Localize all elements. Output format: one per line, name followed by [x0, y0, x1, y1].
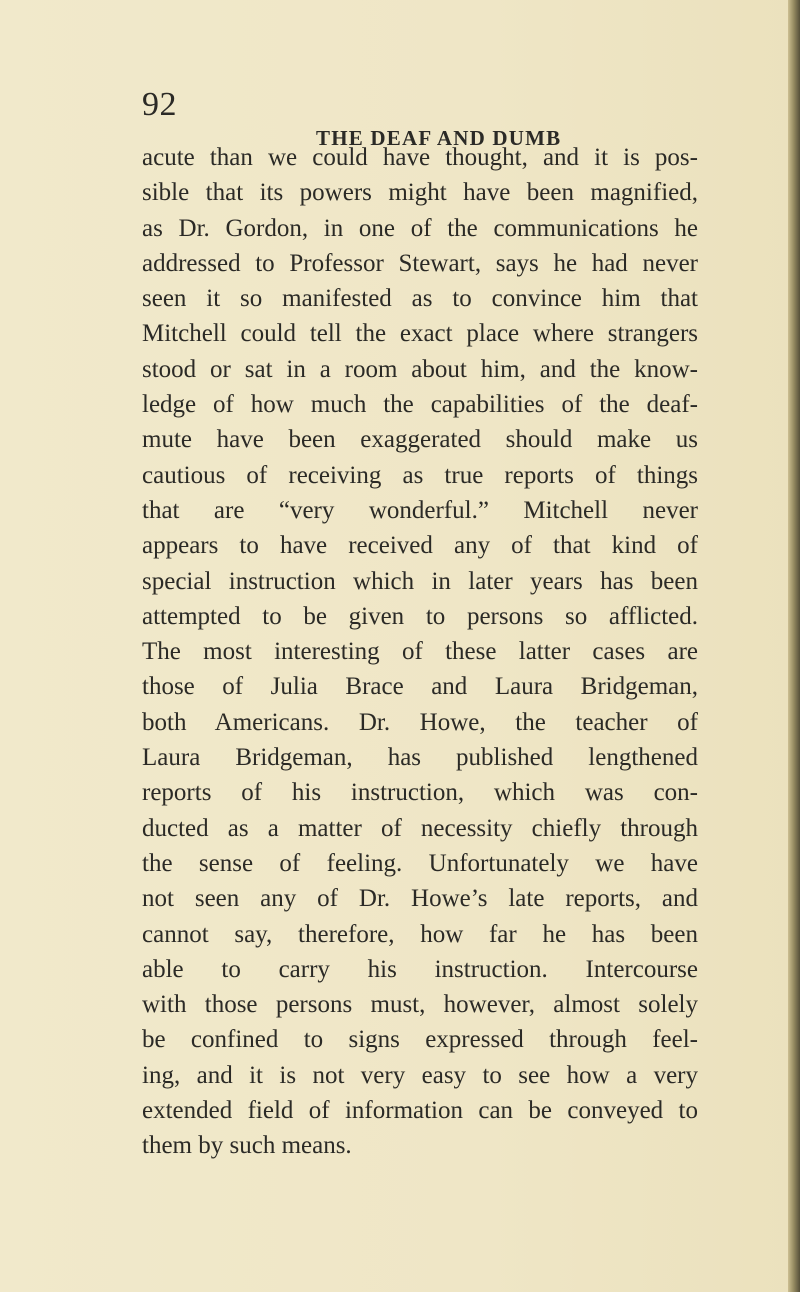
- text-line: as Dr. Gordon, in one of the communications he: [142, 214, 698, 242]
- text-line: ducted as a matter of necessity chiefly through: [142, 814, 698, 842]
- text-line: not seen any of Dr. Howe’s late reports, and: [142, 885, 698, 913]
- text-line: reports of his instruction, which was con-: [142, 779, 698, 807]
- text-line: those of Julia Brace and Laura Bridgeman,: [142, 673, 698, 701]
- text-line: addressed to Professor Stewart, says he had never: [142, 249, 698, 277]
- text-line: The most interesting of these latter cases are: [142, 638, 698, 666]
- text-line: Laura Bridgeman, has published lengthened: [142, 744, 698, 772]
- text-line: able to carry his instruction. Intercourse: [142, 955, 698, 983]
- text-line: extended field of information can be conveyed to: [142, 1097, 698, 1125]
- text-line: Mitchell could tell the exact place where strangers: [142, 320, 698, 348]
- text-line: appears to have received any of that kind of: [142, 532, 698, 560]
- text-line: cannot say, therefore, how far he has been: [142, 920, 698, 948]
- text-line: ledge of how much the capabilities of the deaf-: [142, 391, 698, 419]
- text-line: ing, and it is not very easy to see how a very: [142, 1061, 698, 1089]
- text-line: seen it so manifested as to convince him that: [142, 285, 698, 313]
- text-line: that are “very wonderful.” Mitchell never: [142, 496, 698, 524]
- text-line: attempted to be given to persons so afflicted.: [142, 602, 698, 630]
- text-line: both Americans. Dr. Howe, the teacher of: [142, 708, 698, 736]
- text-line: the sense of feeling. Unfortunately we have: [142, 849, 698, 877]
- text-line: them by such means.: [142, 1132, 352, 1160]
- text-line: acute than we could have thought, and it is pos-: [142, 144, 698, 171]
- text-line: with those persons must, however, almost solely: [142, 991, 698, 1019]
- text-line: special instruction which in later years has been: [142, 567, 698, 595]
- text-line: cautious of receiving as true reports of things: [142, 461, 698, 489]
- body-text: [142, 140, 698, 1164]
- page-edge-shadow: [788, 0, 800, 1292]
- text-line: mute have been exaggerated should make us: [142, 426, 698, 454]
- text-line: be confined to signs expressed through feel-: [142, 1026, 698, 1054]
- text-line: sible that its powers might have been magnified,: [142, 179, 698, 207]
- text-line: stood or sat in a room about him, and the know-: [142, 355, 698, 383]
- running-head: THE DEAF AND DUMB: [316, 126, 562, 150]
- page-number: 92: [142, 86, 177, 123]
